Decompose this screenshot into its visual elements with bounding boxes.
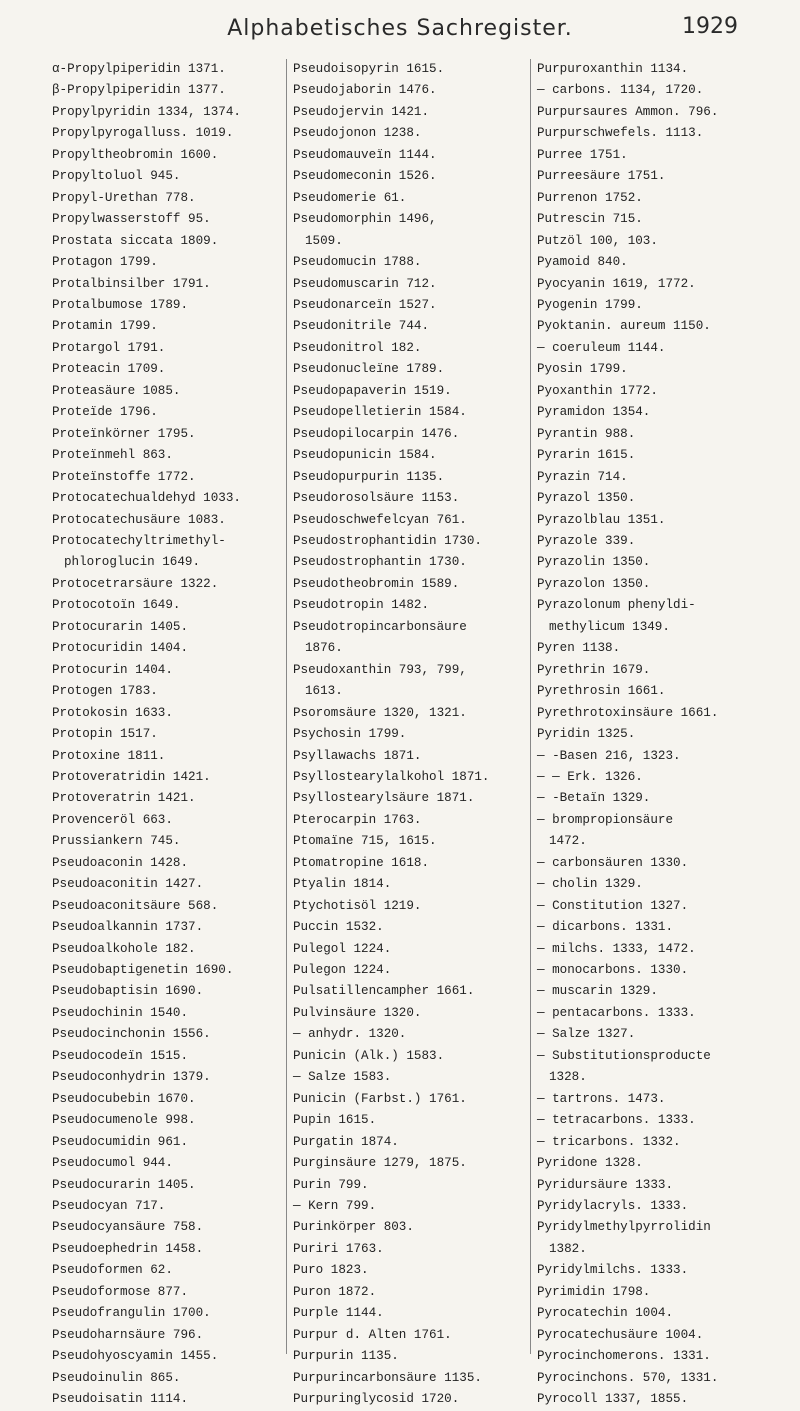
index-entry: Pyramidon 1354. [537,405,651,420]
index-entry: Protocatechualdehyd 1033. [52,491,241,506]
index-entry: Pyridylmilchs. 1333. [537,1263,689,1278]
index-entry: Pseudoinulin 865. [52,1370,181,1385]
index-entry: Pseudobaptigenetin 1690. [52,963,234,978]
index-entry: Pseudostrophantidin 1730. [293,533,482,548]
index-entry: Pyrazolin 1350. [537,555,651,570]
index-entry: — tetracarbons. 1333. [537,1113,696,1128]
index-entry: Psyllostearylalkohol 1871. [293,769,490,784]
index-entry: Pyren 1138. [537,641,621,656]
index-entry: Pulegol 1224. [293,941,392,956]
index-entry: Pseudostrophantin 1730. [293,555,467,570]
index-entry: Pyosin 1799. [537,362,628,377]
index-entry: Pseudocumidin 961. [52,1134,189,1149]
index-entry: Pseudocumenole 998. [52,1113,196,1128]
index-entry: Pyrimidin 1798. [537,1284,651,1299]
index-entry: Protoxine 1811. [52,748,166,763]
index-entry: — Constitution 1327. [537,898,689,913]
index-entry: Protocetrarsäure 1322. [52,576,219,591]
index-columns [52,59,772,1407]
index-entry: — carbons. 1134, 1720. [537,83,704,98]
index-entry: Pseudomucin 1788. [293,255,422,270]
index-entry: Propyltheobromin 1600. [52,147,219,162]
index-entry: — monocarbons. 1330. [537,963,689,978]
index-entry: Pulegon 1224. [293,963,392,978]
page-header [0,0,800,56]
index-entry: — Salze 1327. [537,1027,636,1042]
index-entry: Pseudopelletierin 1584. [293,405,467,420]
index-entry: 1876. [305,641,343,656]
index-entry: Prussiankern 745. [52,834,181,849]
index-entry: Pupin 1615. [293,1113,377,1128]
index-entry: — brompropionsäure [537,812,674,827]
index-entry: Psoromsäure 1320, 1321. [293,705,467,720]
index-entry: — milchs. 1333, 1472. [537,941,696,956]
index-entry: Protokosin 1633. [52,705,173,720]
index-entry: Pyrazol 1350. [537,491,636,506]
index-entry: Protogen 1783. [52,684,158,699]
index-entry: — Substitutionsproducte [537,1048,711,1063]
index-entry: — -Basen 216, 1323. [537,748,681,763]
index-entry: Pseudopapaverin 1519. [293,383,452,398]
index-entry: Pseudomerie 61. [293,190,407,205]
index-entry: Pyrocoll 1337, 1855. [537,1392,689,1407]
index-entry: Pseudoisatin 1114. [52,1392,189,1407]
index-entry: Pseudoisopyrin 1615. [293,62,445,76]
index-entry: Protocatechusäure 1083. [52,512,226,527]
index-entry: Pseudoalkannin 1737. [52,920,204,935]
index-entry: Pyrazole 339. [537,533,636,548]
index-entry: Purin 799. [293,1177,369,1192]
index-entry: Pseudoephedrin 1458. [52,1241,204,1256]
index-entry: Pseudopilocarpin 1476. [293,426,460,441]
index-entry: — cholin 1329. [537,877,643,892]
index-entry: Puccin 1532. [293,920,384,935]
index-entry: Purpurin 1135. [293,1349,399,1364]
index-entry: Pyrocinchomerons. 1331. [537,1349,711,1364]
index-entry: Pseudocumol 944. [52,1156,173,1171]
index-entry: Putzöl 100, 103. [537,233,658,248]
index-entry: Purple 1144. [293,1306,384,1321]
index-entry: — tricarbons. 1332. [537,1134,681,1149]
index-entry: Pseudocurarin 1405. [52,1177,196,1192]
index-entry: — — Erk. 1326. [537,769,643,784]
index-entry: Pyrantin 988. [537,426,636,441]
index-entry: 1382. [549,1241,587,1256]
index-entry: — coeruleum 1144. [537,340,666,355]
index-entry: Pseudomeconin 1526. [293,169,437,184]
index-entry: Purginsäure 1279, 1875. [293,1156,467,1171]
running-title: Alphabetisches Sachregister. [227,16,573,41]
index-entry: — Salze 1583. [293,1070,392,1085]
index-entry: Pyrocatechin 1004. [537,1306,674,1321]
index-entry: Proteïnstoffe 1772. [52,469,196,484]
index-entry: Provenceröl 663. [52,812,173,827]
index-entry: Protalbumose 1789. [52,297,189,312]
index-entry: Pseudocubebin 1670. [52,1091,196,1106]
index-entry: Pseudonitrile 744. [293,319,430,334]
index-entry: Propylpyridin 1334, 1374. [52,104,241,119]
index-entry: Pulvinsäure 1320. [293,1005,422,1020]
index-entry: Pyrazin 714. [537,469,628,484]
index-entry: Pseudonitrol 182. [293,340,422,355]
index-entry: Propyltoluol 945. [52,169,181,184]
index-entry: 1328. [549,1070,587,1085]
index-entry: Pyrazolblau 1351. [537,512,666,527]
index-entry: Purree 1751. [537,147,628,162]
index-entry: Protocotoïn 1649. [52,598,181,613]
index-entry: Pseudocyansäure 758. [52,1220,204,1235]
index-entry: Pseudotheobromin 1589. [293,576,460,591]
index-entry: β-Propylpiperidin 1377. [52,83,226,98]
index-entry: Pseudocodeïn 1515. [52,1048,189,1063]
index-entry: Pseudoconhydrin 1379. [52,1070,211,1085]
index-entry: Pseudobaptisin 1690. [52,984,204,999]
index-entry: 1472. [549,834,587,849]
index-entry: Protoveratrin 1421. [52,791,196,806]
index-entry: Pyoxanthin 1772. [537,383,658,398]
index-entry: Purpuringlycosid 1720. [293,1392,460,1407]
index-entry: Pseudomorphin 1496, [293,212,437,227]
index-entry: Pyridursäure 1333. [537,1177,674,1192]
index-entry: — Kern 799. [293,1199,377,1214]
index-entry: Proteacin 1709. [52,362,166,377]
index-entry: Pyridylmethylpyrrolidin [537,1220,711,1235]
index-entry: Protocuridin 1404. [52,641,189,656]
index-entry: Pseudocyan 717. [52,1199,166,1214]
index-entry: Protocatechyltrimethyl- [52,533,226,548]
index-entry: Ptyalin 1814. [293,877,392,892]
index-entry: Pseudoaconitin 1427. [52,877,204,892]
index-entry: Pyogenin 1799. [537,297,643,312]
index-entry: Propylwasserstoff 95. [52,212,211,227]
index-entry: Pyrethrin 1679. [537,662,651,677]
index-entry: Pyridin 1325. [537,727,636,742]
index-entry: Pseudoaconin 1428. [52,855,189,870]
index-entry: — dicarbons. 1331. [537,920,674,935]
index-entry: phloroglucin 1649. [64,555,201,570]
index-entry: Pseudopunicin 1584. [293,448,437,463]
index-entry: Pseudoformose 877. [52,1284,189,1299]
index-entry: Protocurin 1404. [52,662,173,677]
index-entry: Psyllostearylsäure 1871. [293,791,475,806]
index-entry: Pseudopurpurin 1135. [293,469,445,484]
index-entry: Proteïnkörner 1795. [52,426,196,441]
index-entry: Psychosin 1799. [293,727,407,742]
index-entry: Pseudohyoscyamin 1455. [52,1349,219,1364]
index-entry: Protoveratridin 1421. [52,769,211,784]
index-entry: Pseudofrangulin 1700. [52,1306,211,1321]
index-entry: Ptychotisöl 1219. [293,898,422,913]
index-entry: Purinkörper 803. [293,1220,414,1235]
index-entry: Punicin (Farbst.) 1761. [293,1091,467,1106]
index-entry: Pyridylacryls. 1333. [537,1199,689,1214]
index-entry: Pseudocinchonin 1556. [52,1027,211,1042]
index-entry: Puron 1872. [293,1284,377,1299]
index-column-3 [530,59,773,1407]
index-entry: α-Propylpiperidin 1371. [52,62,226,76]
index-entry: Pyocyanin 1619, 1772. [537,276,696,291]
index-column-1 [52,59,272,1407]
index-entry: Pseudojervin 1421. [293,104,430,119]
index-entry: Protamin 1799. [52,319,158,334]
index-entry: Pseudorosolsäure 1153. [293,491,460,506]
index-entry: Proteïnmehl 863. [52,448,173,463]
index-entry: Purpurschwefels. 1113. [537,126,704,141]
index-entry: Purgatin 1874. [293,1134,399,1149]
index-entry: — muscarin 1329. [537,984,658,999]
index-entry: Pseudoformen 62. [52,1263,173,1278]
index-entry: Pseudojonon 1238. [293,126,422,141]
index-entry: Psyllawachs 1871. [293,748,422,763]
index-entry: Pseudomauveïn 1144. [293,147,437,162]
index-entry: Pseudoaconitsäure 568. [52,898,219,913]
index-entry: Proteïde 1796. [52,405,158,420]
index-column-2 [286,59,519,1407]
index-entry: Purpursaures Ammon. 796. [537,104,719,119]
index-entry: Protopin 1517. [52,727,158,742]
index-entry: Purrenon 1752. [537,190,643,205]
index-entry: Protagon 1799. [52,255,158,270]
index-entry: Pyrethrotoxinsäure 1661. [537,705,719,720]
index-entry: methylicum 1349. [549,619,670,634]
index-entry: Pyridone 1328. [537,1156,643,1171]
index-entry: Purreesäure 1751. [537,169,666,184]
index-entry: Pyrocatechusäure 1004. [537,1327,704,1342]
index-entry: 1613. [305,684,343,699]
index-entry: Puriri 1763. [293,1241,384,1256]
index-entry: Pseudochinin 1540. [52,1005,189,1020]
index-entry: Propyl-Urethan 778. [52,190,196,205]
index-entry: Purpuroxanthin 1134. [537,62,689,76]
index-entry: Pseudotropin 1482. [293,598,430,613]
index-entry: Pyamoid 840. [537,255,628,270]
index-entry: Pyrazolonum phenyldi- [537,598,696,613]
index-entry: Pterocarpin 1763. [293,812,422,827]
index-entry: Purpurincarbonsäure 1135. [293,1370,482,1385]
index-entry: Pyrarin 1615. [537,448,636,463]
index-entry: — anhydr. 1320. [293,1027,407,1042]
index-entry: Protocurarin 1405. [52,619,189,634]
index-entry: Putrescin 715. [537,212,643,227]
index-entry: Purpur d. Alten 1761. [293,1327,452,1342]
index-entry: Prostata siccata 1809. [52,233,219,248]
index-entry: Protargol 1791. [52,340,166,355]
index-entry: Pseudoharnsäure 796. [52,1327,204,1342]
index-entry: Pseudojaborin 1476. [293,83,437,98]
index-entry: Propylpyrogalluss. 1019. [52,126,234,141]
index-entry: — carbonsäuren 1330. [537,855,689,870]
index-entry: — -Betaïn 1329. [537,791,651,806]
index-entry: Pyrocinchons. 570, 1331. [537,1370,719,1385]
index-entry: Protalbinsilber 1791. [52,276,211,291]
index-entry: Puro 1823. [293,1263,369,1278]
index-entry: — pentacarbons. 1333. [537,1005,696,1020]
index-entry: Pseudotropincarbonsäure [293,619,467,634]
index-entry: Pseudoxanthin 793, 799, [293,662,467,677]
index-entry: Pulsatillencampher 1661. [293,984,475,999]
index-entry: Pyrethrosin 1661. [537,684,666,699]
index-entry: 1509. [305,233,343,248]
index-entry: Punicin (Alk.) 1583. [293,1048,445,1063]
index-entry: Ptomatropine 1618. [293,855,430,870]
index-entry: Proteasäure 1085. [52,383,181,398]
index-entry: Pseudoalkohole 182. [52,941,196,956]
index-entry: Pyrazolon 1350. [537,576,651,591]
index-entry: Pseudoschwefelcyan 761. [293,512,467,527]
index-entry: Ptomaïne 715, 1615. [293,834,437,849]
index-entry: Pyoktanin. aureum 1150. [537,319,711,334]
page-number: 1929 [682,14,738,39]
index-entry: Pseudonarceïn 1527. [293,297,437,312]
index-entry: Pseudonucleïne 1789. [293,362,445,377]
index-entry: Pseudomuscarin 712. [293,276,437,291]
index-entry: — tartrons. 1473. [537,1091,666,1106]
